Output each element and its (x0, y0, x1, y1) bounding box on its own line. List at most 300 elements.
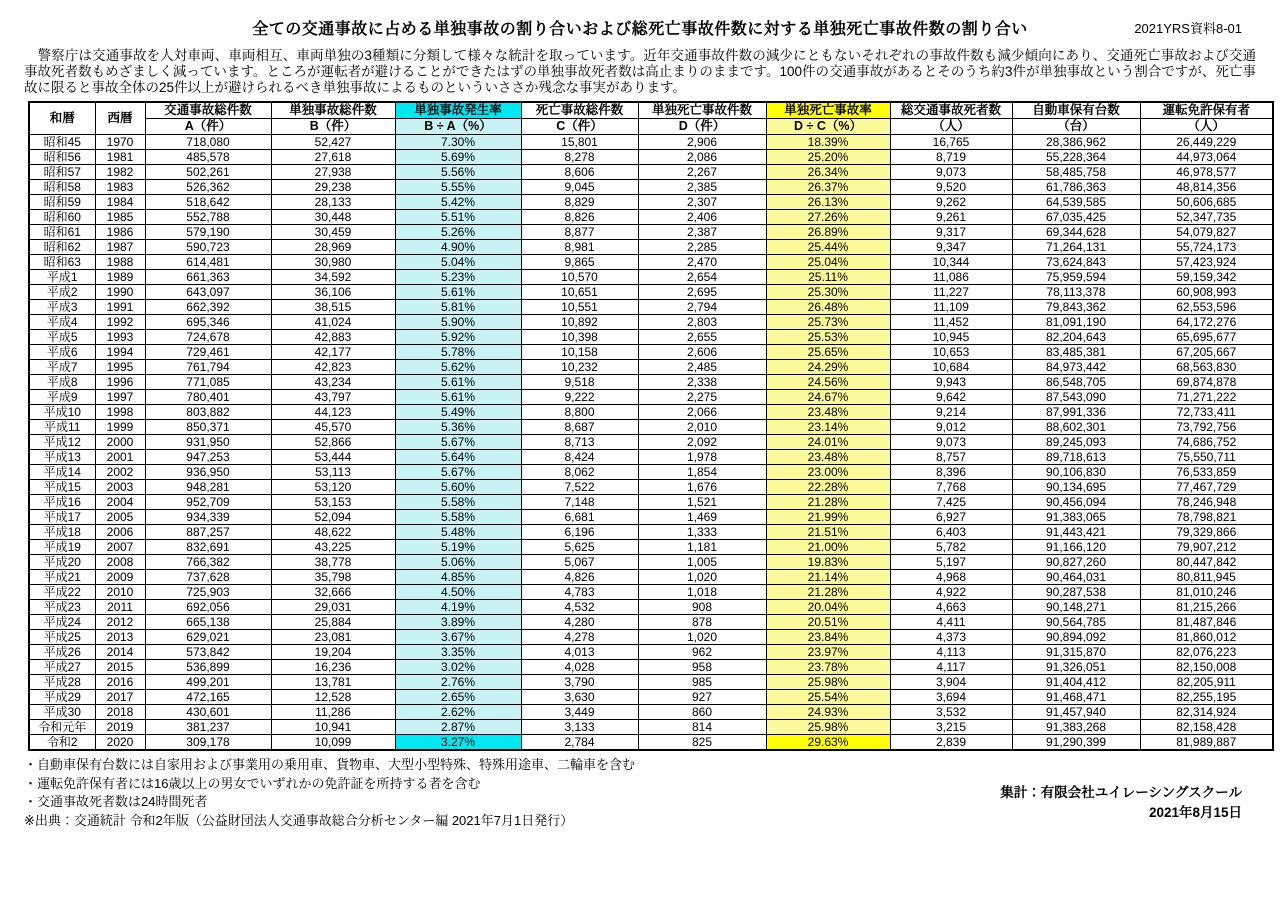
cell-license_holders: 78,246,948 (1140, 494, 1273, 509)
cell-single_fatal_rate: 24.01% (766, 434, 890, 449)
cell-seireki: 1997 (95, 389, 145, 404)
cell-total_accidents: 725,903 (145, 584, 271, 599)
cell-deaths: 9,261 (890, 209, 1012, 224)
cell-license_holders: 81,010,246 (1140, 584, 1273, 599)
cell-wareki: 平成4 (29, 314, 95, 329)
cell-vehicles: 88,602,301 (1012, 419, 1140, 434)
cell-deaths: 4,411 (890, 614, 1012, 629)
cell-license_holders: 55,724,173 (1140, 239, 1273, 254)
table-row (29, 374, 1273, 389)
cell-deaths: 4,968 (890, 569, 1012, 584)
cell-seireki: 2010 (95, 584, 145, 599)
cell-license_holders: 54,079,827 (1140, 224, 1273, 239)
cell-fatal_accidents: 15,801 (521, 134, 638, 149)
cell-vehicles: 90,148,271 (1012, 599, 1140, 614)
table-row (29, 569, 1273, 584)
cell-fatal_accidents: 9,045 (521, 179, 638, 194)
cell-single_accidents: 23,081 (271, 629, 395, 644)
cell-single_rate: 5.23% (395, 269, 521, 284)
cell-vehicles: 90,564,785 (1012, 614, 1140, 629)
cell-single_rate: 5.81% (395, 299, 521, 314)
cell-wareki: 平成18 (29, 524, 95, 539)
cell-single_fatal: 2,066 (638, 404, 766, 419)
cell-total_accidents: 850,371 (145, 419, 271, 434)
table-row (29, 719, 1273, 734)
cell-single_fatal: 2,655 (638, 329, 766, 344)
cell-wareki: 平成5 (29, 329, 95, 344)
table-row (29, 734, 1273, 750)
table-row (29, 164, 1273, 179)
cell-deaths: 9,520 (890, 179, 1012, 194)
cell-deaths: 9,347 (890, 239, 1012, 254)
cell-fatal_accidents: 3,630 (521, 689, 638, 704)
cell-seireki: 2016 (95, 674, 145, 689)
cell-single_fatal_rate: 27.26% (766, 209, 890, 224)
cell-single_fatal_rate: 29.63% (766, 734, 890, 750)
cell-seireki: 1982 (95, 164, 145, 179)
col-header-fatal-accidents: 死亡事故総件数 (521, 102, 638, 119)
cell-total_accidents: 536,899 (145, 659, 271, 674)
table-row (29, 584, 1273, 599)
cell-single_accidents: 27,618 (271, 149, 395, 164)
cell-vehicles: 58,485,758 (1012, 164, 1140, 179)
cell-seireki: 2020 (95, 734, 145, 750)
cell-deaths: 7,768 (890, 479, 1012, 494)
footer (24, 756, 1256, 831)
cell-total_accidents: 936,950 (145, 464, 271, 479)
cell-single_accidents: 38,778 (271, 554, 395, 569)
cell-wareki: 平成24 (29, 614, 95, 629)
table-header (29, 102, 1273, 135)
cell-total_accidents: 665,138 (145, 614, 271, 629)
cell-seireki: 2014 (95, 644, 145, 659)
cell-license_holders: 26,449,229 (1140, 134, 1273, 149)
cell-single_fatal_rate: 23.97% (766, 644, 890, 659)
cell-wareki: 昭和61 (29, 224, 95, 239)
cell-single_accidents: 12,528 (271, 689, 395, 704)
cell-single_fatal: 958 (638, 659, 766, 674)
doc-ref: 2021YRS資料8-01 (1134, 21, 1242, 36)
cell-license_holders: 81,215,266 (1140, 599, 1273, 614)
cell-single_rate: 3.89% (395, 614, 521, 629)
cell-seireki: 2008 (95, 554, 145, 569)
cell-wareki: 平成11 (29, 419, 95, 434)
cell-vehicles: 55,228,364 (1012, 149, 1140, 164)
cell-single_accidents: 42,177 (271, 344, 395, 359)
cell-wareki: 令和元年 (29, 719, 95, 734)
cell-total_accidents: 803,882 (145, 404, 271, 419)
cell-wareki: 平成29 (29, 689, 95, 704)
cell-single_rate: 5.19% (395, 539, 521, 554)
table-row (29, 329, 1273, 344)
col-unit-single-fatal: D（件） (638, 118, 766, 134)
cell-single_rate: 5.56% (395, 164, 521, 179)
cell-single_accidents: 42,883 (271, 329, 395, 344)
cell-single_rate: 5.64% (395, 449, 521, 464)
credit-date: 2021年8月15日 (1148, 805, 1242, 821)
cell-single_accidents: 43,225 (271, 539, 395, 554)
table-row (29, 359, 1273, 374)
cell-total_accidents: 947,253 (145, 449, 271, 464)
cell-total_accidents: 526,362 (145, 179, 271, 194)
cell-deaths: 9,262 (890, 194, 1012, 209)
cell-deaths: 3,215 (890, 719, 1012, 734)
cell-vehicles: 89,718,613 (1012, 449, 1140, 464)
cell-fatal_accidents: 9,865 (521, 254, 638, 269)
cell-single_fatal_rate: 23.48% (766, 404, 890, 419)
cell-single_fatal_rate: 26.34% (766, 164, 890, 179)
table-row (29, 149, 1273, 164)
cell-single_accidents: 52,866 (271, 434, 395, 449)
cell-deaths: 9,214 (890, 404, 1012, 419)
cell-seireki: 2017 (95, 689, 145, 704)
cell-single_rate: 5.67% (395, 434, 521, 449)
cell-single_rate: 5.67% (395, 464, 521, 479)
cell-seireki: 1991 (95, 299, 145, 314)
cell-deaths: 2,839 (890, 734, 1012, 750)
cell-fatal_accidents: 7,522 (521, 479, 638, 494)
cell-total_accidents: 737,628 (145, 569, 271, 584)
cell-total_accidents: 761,794 (145, 359, 271, 374)
cell-fatal_accidents: 8,826 (521, 209, 638, 224)
cell-single_rate: 5.04% (395, 254, 521, 269)
cell-wareki: 平成12 (29, 434, 95, 449)
cell-license_holders: 62,553,596 (1140, 299, 1273, 314)
cell-vehicles: 84,973,442 (1012, 359, 1140, 374)
cell-seireki: 1987 (95, 239, 145, 254)
cell-license_holders: 48,814,356 (1140, 179, 1273, 194)
cell-fatal_accidents: 9,222 (521, 389, 638, 404)
cell-single_rate: 4.85% (395, 569, 521, 584)
cell-license_holders: 64,172,276 (1140, 314, 1273, 329)
cell-single_accidents: 52,427 (271, 134, 395, 149)
cell-license_holders: 74,686,752 (1140, 434, 1273, 449)
cell-seireki: 1992 (95, 314, 145, 329)
cell-vehicles: 71,264,131 (1012, 239, 1140, 254)
col-header-deaths: 総交通事故死者数 (890, 102, 1012, 119)
cell-single_accidents: 43,797 (271, 389, 395, 404)
cell-single_fatal: 2,385 (638, 179, 766, 194)
cell-wareki: 平成25 (29, 629, 95, 644)
cell-single_accidents: 10,099 (271, 734, 395, 750)
cell-seireki: 1984 (95, 194, 145, 209)
table-row (29, 404, 1273, 419)
cell-single_rate: 3.67% (395, 629, 521, 644)
cell-license_holders: 52,347,735 (1140, 209, 1273, 224)
cell-license_holders: 71,271,222 (1140, 389, 1273, 404)
cell-fatal_accidents: 5,067 (521, 554, 638, 569)
col-header-single-rate: 単独事故発生率 (395, 102, 521, 119)
cell-single_fatal: 2,906 (638, 134, 766, 149)
cell-single_rate: 5.61% (395, 284, 521, 299)
cell-vehicles: 91,443,421 (1012, 524, 1140, 539)
table-row (29, 464, 1273, 479)
title-row (0, 16, 1280, 40)
table-row (29, 239, 1273, 254)
cell-wareki: 平成1 (29, 269, 95, 284)
col-header-single-accidents: 単独事故総件数 (271, 102, 395, 119)
cell-vehicles: 69,344,628 (1012, 224, 1140, 239)
cell-single_fatal: 2,086 (638, 149, 766, 164)
table-row (29, 689, 1273, 704)
cell-vehicles: 91,468,471 (1012, 689, 1140, 704)
cell-deaths: 8,396 (890, 464, 1012, 479)
cell-fatal_accidents: 8,829 (521, 194, 638, 209)
cell-fatal_accidents: 3,449 (521, 704, 638, 719)
cell-single_fatal: 825 (638, 734, 766, 750)
cell-single_rate: 5.61% (395, 389, 521, 404)
cell-single_fatal_rate: 25.30% (766, 284, 890, 299)
cell-total_accidents: 579,190 (145, 224, 271, 239)
cell-seireki: 2007 (95, 539, 145, 554)
cell-vehicles: 28,386,962 (1012, 134, 1140, 149)
cell-fatal_accidents: 6,196 (521, 524, 638, 539)
cell-seireki: 1983 (95, 179, 145, 194)
cell-wareki: 平成19 (29, 539, 95, 554)
cell-single_fatal: 985 (638, 674, 766, 689)
cell-fatal_accidents: 10,570 (521, 269, 638, 284)
cell-total_accidents: 573,842 (145, 644, 271, 659)
cell-single_rate: 3.02% (395, 659, 521, 674)
cell-fatal_accidents: 8,606 (521, 164, 638, 179)
table-row (29, 524, 1273, 539)
cell-single_fatal: 2,285 (638, 239, 766, 254)
table-row (29, 614, 1273, 629)
cell-single_fatal_rate: 25.04% (766, 254, 890, 269)
cell-total_accidents: 499,201 (145, 674, 271, 689)
cell-single_fatal_rate: 21.00% (766, 539, 890, 554)
cell-total_accidents: 724,678 (145, 329, 271, 344)
cell-single_fatal_rate: 25.98% (766, 674, 890, 689)
cell-single_accidents: 36,106 (271, 284, 395, 299)
cell-license_holders: 82,205,911 (1140, 674, 1273, 689)
cell-single_fatal_rate: 21.51% (766, 524, 890, 539)
cell-single_fatal_rate: 18.39% (766, 134, 890, 149)
cell-vehicles: 90,456,094 (1012, 494, 1140, 509)
col-header-single-fatal: 単独死亡事故件数 (638, 102, 766, 119)
cell-seireki: 1995 (95, 359, 145, 374)
cell-vehicles: 91,290,399 (1012, 734, 1140, 750)
col-unit-fatal-accidents: C（件） (521, 118, 638, 134)
cell-license_holders: 44,973,064 (1140, 149, 1273, 164)
table-row (29, 224, 1273, 239)
cell-single_fatal_rate: 24.93% (766, 704, 890, 719)
cell-total_accidents: 931,950 (145, 434, 271, 449)
cell-single_rate: 2.62% (395, 704, 521, 719)
table-row (29, 644, 1273, 659)
cell-fatal_accidents: 4,028 (521, 659, 638, 674)
cell-fatal_accidents: 4,826 (521, 569, 638, 584)
table-row (29, 674, 1273, 689)
cell-single_fatal: 1,978 (638, 449, 766, 464)
cell-total_accidents: 887,257 (145, 524, 271, 539)
cell-seireki: 1996 (95, 374, 145, 389)
cell-fatal_accidents: 8,424 (521, 449, 638, 464)
cell-single_accidents: 42,823 (271, 359, 395, 374)
cell-fatal_accidents: 3,790 (521, 674, 638, 689)
cell-single_fatal_rate: 21.14% (766, 569, 890, 584)
cell-deaths: 6,403 (890, 524, 1012, 539)
cell-total_accidents: 934,339 (145, 509, 271, 524)
cell-single_accidents: 53,444 (271, 449, 395, 464)
cell-single_fatal_rate: 25.65% (766, 344, 890, 359)
note-line: ・交通事故死者数は24時間死者 (24, 794, 208, 810)
cell-single_fatal: 814 (638, 719, 766, 734)
cell-fatal_accidents: 4,532 (521, 599, 638, 614)
cell-license_holders: 81,860,012 (1140, 629, 1273, 644)
cell-single_fatal: 1,854 (638, 464, 766, 479)
cell-single_fatal_rate: 25.98% (766, 719, 890, 734)
cell-total_accidents: 590,723 (145, 239, 271, 254)
cell-seireki: 2015 (95, 659, 145, 674)
cell-single_fatal_rate: 26.89% (766, 224, 890, 239)
cell-fatal_accidents: 8,981 (521, 239, 638, 254)
cell-vehicles: 81,091,190 (1012, 314, 1140, 329)
cell-fatal_accidents: 7,148 (521, 494, 638, 509)
cell-wareki: 平成10 (29, 404, 95, 419)
cell-single_fatal_rate: 23.14% (766, 419, 890, 434)
cell-deaths: 11,086 (890, 269, 1012, 284)
cell-single_fatal: 2,267 (638, 164, 766, 179)
cell-single_accidents: 45,570 (271, 419, 395, 434)
cell-single_fatal: 2,387 (638, 224, 766, 239)
cell-wareki: 昭和62 (29, 239, 95, 254)
table-row (29, 704, 1273, 719)
cell-seireki: 1970 (95, 134, 145, 149)
cell-deaths: 10,684 (890, 359, 1012, 374)
cell-wareki: 昭和63 (29, 254, 95, 269)
cell-license_holders: 68,563,830 (1140, 359, 1273, 374)
cell-single_rate: 4.50% (395, 584, 521, 599)
cell-total_accidents: 832,691 (145, 539, 271, 554)
cell-fatal_accidents: 6,681 (521, 509, 638, 524)
cell-vehicles: 91,457,940 (1012, 704, 1140, 719)
cell-fatal_accidents: 10,158 (521, 344, 638, 359)
cell-single_rate: 5.26% (395, 224, 521, 239)
cell-seireki: 1999 (95, 419, 145, 434)
cell-single_rate: 5.48% (395, 524, 521, 539)
cell-fatal_accidents: 8,687 (521, 419, 638, 434)
cell-license_holders: 76,533,859 (1140, 464, 1273, 479)
cell-wareki: 平成20 (29, 554, 95, 569)
cell-single_rate: 5.55% (395, 179, 521, 194)
cell-license_holders: 82,150,008 (1140, 659, 1273, 674)
cell-single_rate: 5.69% (395, 149, 521, 164)
cell-single_accidents: 44,123 (271, 404, 395, 419)
cell-wareki: 平成2 (29, 284, 95, 299)
cell-single_accidents: 30,980 (271, 254, 395, 269)
cell-deaths: 9,317 (890, 224, 1012, 239)
cell-license_holders: 82,076,223 (1140, 644, 1273, 659)
cell-license_holders: 72,733,411 (1140, 404, 1273, 419)
cell-vehicles: 78,113,378 (1012, 284, 1140, 299)
cell-fatal_accidents: 5,625 (521, 539, 638, 554)
cell-license_holders: 79,329,866 (1140, 524, 1273, 539)
cell-deaths: 11,452 (890, 314, 1012, 329)
cell-single_fatal: 2,794 (638, 299, 766, 314)
cell-deaths: 7,425 (890, 494, 1012, 509)
cell-total_accidents: 952,709 (145, 494, 271, 509)
table-row (29, 344, 1273, 359)
table-row (29, 209, 1273, 224)
cell-wareki: 平成22 (29, 584, 95, 599)
cell-deaths: 3,532 (890, 704, 1012, 719)
cell-single_fatal_rate: 20.04% (766, 599, 890, 614)
cell-single_rate: 4.90% (395, 239, 521, 254)
cell-single_fatal: 2,606 (638, 344, 766, 359)
cell-fatal_accidents: 4,783 (521, 584, 638, 599)
cell-single_fatal: 2,470 (638, 254, 766, 269)
cell-total_accidents: 629,021 (145, 629, 271, 644)
cell-seireki: 2002 (95, 464, 145, 479)
cell-seireki: 2000 (95, 434, 145, 449)
cell-wareki: 平成7 (29, 359, 95, 374)
cell-total_accidents: 771,085 (145, 374, 271, 389)
cell-single_accidents: 16,236 (271, 659, 395, 674)
col-unit-single-rate: B ÷ A（%） (395, 118, 521, 134)
cell-total_accidents: 695,346 (145, 314, 271, 329)
cell-seireki: 2001 (95, 449, 145, 464)
cell-fatal_accidents: 10,398 (521, 329, 638, 344)
table-row (29, 389, 1273, 404)
credit-block (1000, 783, 1242, 824)
cell-single_fatal_rate: 26.48% (766, 299, 890, 314)
cell-fatal_accidents: 9,518 (521, 374, 638, 389)
cell-total_accidents: 729,461 (145, 344, 271, 359)
cell-fatal_accidents: 10,651 (521, 284, 638, 299)
cell-single_fatal_rate: 23.84% (766, 629, 890, 644)
col-unit-license-holders: （人） (1140, 118, 1273, 134)
cell-vehicles: 90,287,538 (1012, 584, 1140, 599)
cell-single_fatal: 1,333 (638, 524, 766, 539)
cell-single_accidents: 52,094 (271, 509, 395, 524)
cell-single_accidents: 29,031 (271, 599, 395, 614)
cell-single_fatal: 1,521 (638, 494, 766, 509)
cell-single_accidents: 10,941 (271, 719, 395, 734)
cell-fatal_accidents: 4,280 (521, 614, 638, 629)
cell-license_holders: 82,314,924 (1140, 704, 1273, 719)
cell-deaths: 5,197 (890, 554, 1012, 569)
note-line: ※出典：交通統計 令和2年版（公益財団法人交通事故総合分析センター編 2021年7月1日発行） (24, 813, 574, 829)
cell-single_fatal: 1,005 (638, 554, 766, 569)
cell-single_fatal: 2,275 (638, 389, 766, 404)
cell-vehicles: 67,035,425 (1012, 209, 1140, 224)
note-line: ・自動車保有台数には自家用および事業用の乗用車、貨物車、大型小型特殊、特殊用途車、二輪車を含む (24, 756, 636, 772)
cell-license_holders: 81,989,887 (1140, 734, 1273, 750)
cell-fatal_accidents: 8,062 (521, 464, 638, 479)
cell-fatal_accidents: 4,278 (521, 629, 638, 644)
cell-single_fatal: 2,803 (638, 314, 766, 329)
cell-vehicles: 91,166,120 (1012, 539, 1140, 554)
table-body (29, 134, 1273, 750)
cell-deaths: 4,113 (890, 644, 1012, 659)
cell-single_fatal_rate: 24.29% (766, 359, 890, 374)
cell-single_accidents: 28,133 (271, 194, 395, 209)
cell-single_fatal_rate: 25.20% (766, 149, 890, 164)
cell-wareki: 平成14 (29, 464, 95, 479)
cell-single_fatal_rate: 24.56% (766, 374, 890, 389)
cell-deaths: 4,373 (890, 629, 1012, 644)
cell-single_accidents: 13,781 (271, 674, 395, 689)
cell-license_holders: 78,798,821 (1140, 509, 1273, 524)
table-row (29, 284, 1273, 299)
cell-deaths: 4,922 (890, 584, 1012, 599)
cell-single_fatal_rate: 22.28% (766, 479, 890, 494)
cell-single_rate: 5.51% (395, 209, 521, 224)
table-row (29, 419, 1273, 434)
cell-vehicles: 90,827,260 (1012, 554, 1140, 569)
cell-single_rate: 4.19% (395, 599, 521, 614)
